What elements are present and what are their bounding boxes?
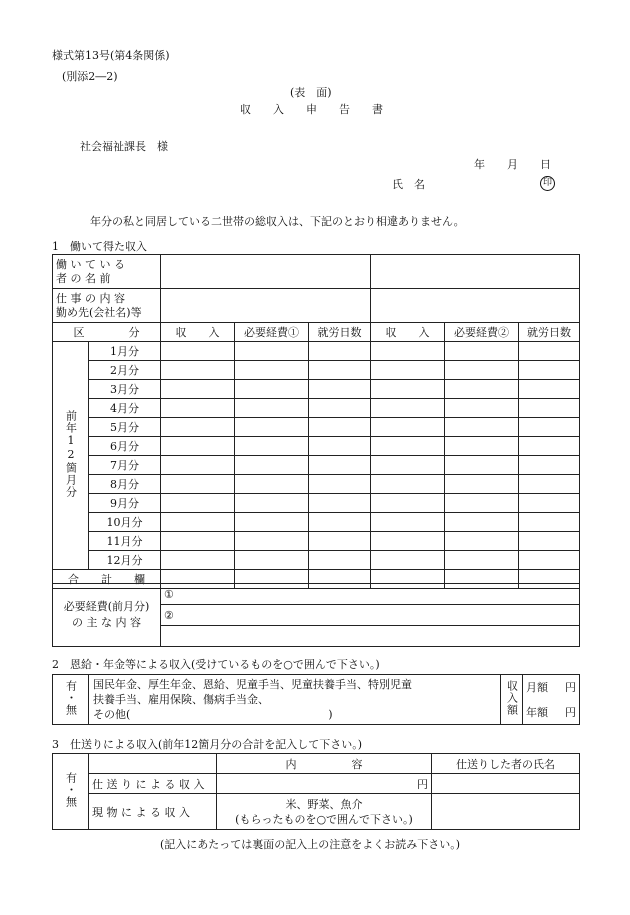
- month-cell[interactable]: [235, 437, 309, 456]
- month-row: [53, 532, 580, 551]
- month-cell[interactable]: [235, 399, 309, 418]
- allowance-yes-no[interactable]: 有・無: [53, 754, 89, 830]
- month-cell[interactable]: [161, 380, 235, 399]
- month-row: [53, 418, 580, 437]
- worker-name-field-2[interactable]: [371, 255, 580, 289]
- month-cell[interactable]: [519, 342, 580, 361]
- month-cell[interactable]: [519, 475, 580, 494]
- expense-detail-row-2[interactable]: [161, 605, 580, 626]
- month-cell[interactable]: [445, 380, 519, 399]
- month-row: [53, 437, 580, 456]
- month-cell[interactable]: [371, 437, 445, 456]
- month-cell[interactable]: [519, 532, 580, 551]
- seal-mark: [540, 175, 555, 191]
- month-row: [53, 380, 580, 399]
- month-row: [53, 342, 580, 361]
- addressee: 社会福祉課長 様: [80, 140, 168, 153]
- month-cell[interactable]: [235, 418, 309, 437]
- seal-icon: 印: [540, 176, 555, 191]
- section1-header-table: [52, 254, 580, 323]
- month-cell[interactable]: [161, 361, 235, 380]
- month-cell[interactable]: [235, 380, 309, 399]
- mark-1: ①: [164, 587, 174, 601]
- month-cell[interactable]: [445, 494, 519, 513]
- section3-heading: 3 仕送りによる収入(前年12箇月分の合計を記入して下さい。): [52, 738, 363, 751]
- section1-heading: 1 働いて得た収入: [52, 240, 147, 253]
- month-cell[interactable]: [235, 456, 309, 475]
- col-expense-2: 必要経費②: [445, 323, 519, 342]
- month-cell[interactable]: [161, 437, 235, 456]
- month-row: [53, 399, 580, 418]
- month-cell[interactable]: [309, 494, 371, 513]
- month-cell[interactable]: [371, 342, 445, 361]
- side-label: (表 面): [290, 86, 332, 99]
- month-cell[interactable]: [309, 361, 371, 380]
- month-label: 6月分: [89, 437, 161, 456]
- month-cell[interactable]: [235, 494, 309, 513]
- month-cell[interactable]: [309, 380, 371, 399]
- month-cell[interactable]: [235, 342, 309, 361]
- money-amount[interactable]: 円: [217, 774, 432, 794]
- month-cell[interactable]: [309, 418, 371, 437]
- year-label: 前年12箇月分: [53, 342, 89, 570]
- footer-note: (記入にあたっては裏面の記入上の注意をよくお読み下さい。): [160, 838, 461, 851]
- month-cell[interactable]: [519, 551, 580, 570]
- month-cell[interactable]: [161, 418, 235, 437]
- goods-content[interactable]: 米、野菜、魚介 (もらったものを○で囲んで下さい。): [217, 794, 432, 830]
- month-cell[interactable]: [371, 494, 445, 513]
- month-cell[interactable]: [445, 456, 519, 475]
- month-cell[interactable]: [309, 437, 371, 456]
- month-label: 7月分: [89, 456, 161, 475]
- pension-yes-no[interactable]: 有・無: [53, 675, 89, 725]
- month-cell[interactable]: [371, 513, 445, 532]
- month-cell[interactable]: [309, 399, 371, 418]
- month-cell[interactable]: [519, 494, 580, 513]
- row-goods-label: 現 物 に よ る 収 入: [89, 794, 217, 830]
- month-cell[interactable]: [309, 342, 371, 361]
- month-cell[interactable]: [519, 380, 580, 399]
- statement: 年分の私と同居している二世帯の総収入は、下記のとおり相違ありません。: [90, 215, 465, 228]
- month-cell[interactable]: [371, 456, 445, 475]
- month-cell[interactable]: [519, 456, 580, 475]
- worker-name-field-1[interactable]: [161, 255, 371, 289]
- monthly-amount[interactable]: 月額 円: [523, 675, 580, 700]
- total-label: 合 計 欄: [53, 570, 161, 589]
- name-label: 氏 名: [392, 178, 425, 191]
- month-label: 10月分: [89, 513, 161, 532]
- month-label: 5月分: [89, 418, 161, 437]
- month-label: 12月分: [89, 551, 161, 570]
- month-cell[interactable]: [161, 551, 235, 570]
- col-income-2: 収 入: [371, 323, 445, 342]
- month-cell[interactable]: [161, 475, 235, 494]
- expense-detail-label: 必要経費(前月分) の 主 な 内 容: [53, 584, 161, 647]
- month-cell[interactable]: [235, 513, 309, 532]
- month-cell[interactable]: [445, 551, 519, 570]
- job-label: 仕 事 の 内 容 勤め先(会社名)等: [53, 289, 161, 323]
- month-cell[interactable]: [371, 418, 445, 437]
- month-row: [53, 494, 580, 513]
- month-row: [53, 551, 580, 570]
- month-cell[interactable]: [161, 399, 235, 418]
- month-label: 9月分: [89, 494, 161, 513]
- month-cell[interactable]: [161, 532, 235, 551]
- month-cell[interactable]: [371, 551, 445, 570]
- date-field[interactable]: 年 月 日: [474, 158, 551, 171]
- blank-header: [89, 754, 217, 774]
- month-label: 11月分: [89, 532, 161, 551]
- pension-table: [52, 674, 580, 725]
- month-cell[interactable]: [371, 532, 445, 551]
- page-title: 収 入 申 告 書: [240, 103, 383, 116]
- month-cell[interactable]: [445, 399, 519, 418]
- expense-detail-row-3[interactable]: [161, 626, 580, 647]
- month-cell[interactable]: [309, 551, 371, 570]
- month-cell[interactable]: [519, 361, 580, 380]
- month-label: 3月分: [89, 380, 161, 399]
- annual-amount[interactable]: 年額 円: [523, 700, 580, 725]
- pension-items[interactable]: 国民年金、厚生年金、恩給、児童手当、児童扶養手当、特別児童 扶養手当、雇用保険、傷病手当金、 その他( ): [89, 675, 501, 725]
- income-amount-label: 収入額: [501, 675, 523, 725]
- row-money-label: 仕 送 り に よ る 収 入: [89, 774, 217, 794]
- job-field-1[interactable]: [161, 289, 371, 323]
- month-cell[interactable]: [445, 513, 519, 532]
- mark-2: ②: [164, 608, 174, 622]
- form-number: 様式第13号(第4条関係): [52, 49, 170, 62]
- month-cell[interactable]: [161, 494, 235, 513]
- month-cell[interactable]: [519, 418, 580, 437]
- month-cell[interactable]: [309, 513, 371, 532]
- month-cell[interactable]: [235, 361, 309, 380]
- month-cell[interactable]: [235, 532, 309, 551]
- month-cell[interactable]: [371, 361, 445, 380]
- expense-detail-table: [52, 583, 580, 647]
- col-days-1: 就労日数: [309, 323, 371, 342]
- month-row: [53, 513, 580, 532]
- month-row: [53, 475, 580, 494]
- month-cell[interactable]: [519, 399, 580, 418]
- month-row: [53, 361, 580, 380]
- money-sender[interactable]: [432, 774, 580, 794]
- col-income-1: 収 入: [161, 323, 235, 342]
- col-sender: 仕送りした者の氏名: [432, 754, 580, 774]
- month-row: [53, 456, 580, 475]
- month-cell[interactable]: [235, 475, 309, 494]
- month-cell[interactable]: [445, 342, 519, 361]
- month-cell[interactable]: [445, 532, 519, 551]
- month-label: 4月分: [89, 399, 161, 418]
- expense-detail-row-1[interactable]: [161, 584, 580, 605]
- col-content: 内 容: [217, 754, 432, 774]
- month-cell[interactable]: [371, 399, 445, 418]
- allowance-table: [52, 753, 580, 830]
- annex-label: (別添2―2): [62, 70, 118, 83]
- month-cell[interactable]: [519, 437, 580, 456]
- month-cell[interactable]: [309, 456, 371, 475]
- month-cell[interactable]: [161, 342, 235, 361]
- month-label: 8月分: [89, 475, 161, 494]
- job-field-2[interactable]: [371, 289, 580, 323]
- month-cell[interactable]: [161, 456, 235, 475]
- col-expense-1: 必要経費①: [235, 323, 309, 342]
- month-cell[interactable]: [161, 513, 235, 532]
- worker-name-label: 働 い て い る 者 の 名 前: [53, 255, 161, 289]
- col-days-2: 就労日数: [519, 323, 580, 342]
- month-cell[interactable]: [445, 475, 519, 494]
- goods-sender[interactable]: [432, 794, 580, 830]
- month-cell[interactable]: [445, 361, 519, 380]
- month-cell[interactable]: [445, 418, 519, 437]
- section2-heading: 2 恩給・年金等による収入(受けているものを○で囲んで下さい。): [52, 658, 380, 671]
- monthly-income-table: [52, 322, 580, 589]
- month-cell[interactable]: [235, 551, 309, 570]
- month-label: 1月分: [89, 342, 161, 361]
- month-cell[interactable]: [519, 513, 580, 532]
- month-label: 2月分: [89, 361, 161, 380]
- month-cell[interactable]: [309, 532, 371, 551]
- month-cell[interactable]: [371, 475, 445, 494]
- month-cell[interactable]: [309, 475, 371, 494]
- month-cell[interactable]: [371, 380, 445, 399]
- month-cell[interactable]: [445, 437, 519, 456]
- col-category: 区 分: [53, 323, 161, 342]
